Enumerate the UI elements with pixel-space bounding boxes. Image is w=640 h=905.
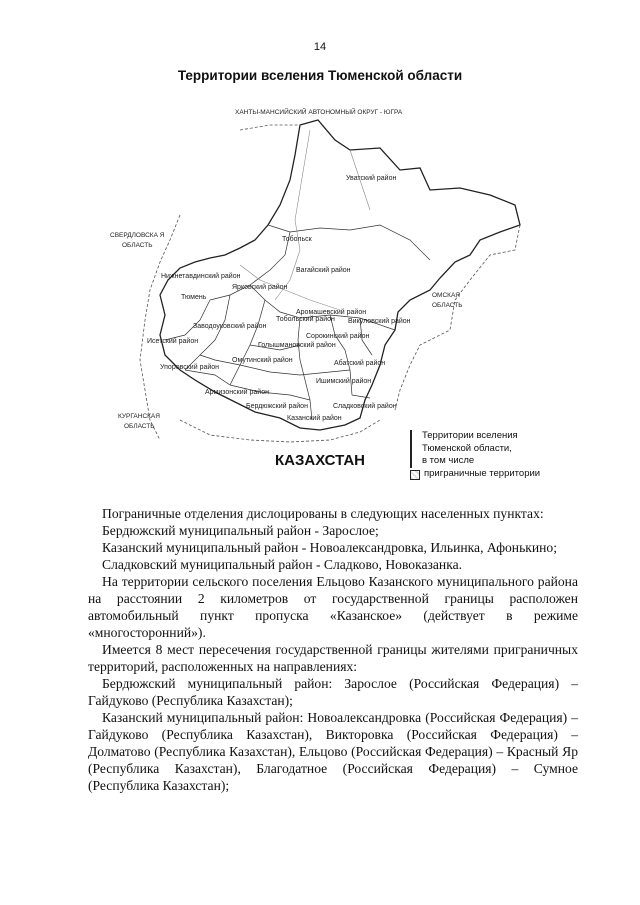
label-sverdlovsk-1: СВЕРДЛОВСКА Я (110, 232, 165, 239)
paragraph (88, 573, 578, 641)
north-border (240, 125, 300, 130)
district-label: Тюмень (181, 294, 207, 301)
district-label: Тобольск (282, 236, 312, 243)
label-north: ХАНТЫ-МАНСИЙСКИЙ АВТОНОМНЫЙ ОКРУГ - ЮГРА (235, 109, 403, 116)
label-kazakhstan: КАЗАХСТАН (275, 452, 365, 469)
legend-line-1: Территории вселения (422, 430, 518, 441)
legend-line-4: приграничные территории (424, 467, 541, 479)
legend-line-2: Тюменской области, (422, 442, 512, 454)
paragraph (88, 556, 578, 573)
paragraph (88, 522, 578, 539)
district-label: Заводоуковский район (193, 323, 267, 330)
label-omsk-2: ОБЛАСТЬ (432, 302, 463, 309)
paragraph (88, 539, 578, 556)
page-number: 14 (313, 41, 327, 53)
paragraph-text: Сладковский муниципальный район - Сладково, Новоказанка. (102, 557, 463, 572)
paragraph-text: На территории сельского поселения Ельцово Казанского муниципального района на расстоянии 2 километров от государственной границы расположен автомобильный пункт пропуска «Казанское» (действует в режиме «многосторонний»). (88, 574, 578, 640)
district-label: Армизонский район (205, 389, 269, 396)
paragraph-text: Пограничные отделения дислоцированы в следующих населенных пунктах: (102, 506, 544, 521)
district-label: Тобольский район (276, 316, 335, 323)
label-omsk-1: ОМСКАЯ (432, 292, 460, 299)
district-label: Нижнетавдинский район (161, 273, 241, 280)
district-label: Казанский район (287, 415, 342, 422)
district-label: Голышмановский район (258, 342, 336, 349)
district-label: Сладковский район (333, 403, 397, 410)
map-title: Территории вселения Тюменской области (177, 68, 463, 83)
paragraph (88, 505, 578, 522)
body-text (88, 505, 578, 794)
map-legend (410, 430, 560, 480)
district-label: Ярковский район (232, 284, 288, 291)
district-label: Сорокинский район (306, 333, 370, 340)
legend-line-3: в том числе (422, 455, 475, 466)
paragraph (88, 675, 578, 709)
paragraph-text: Казанский муниципальный район: Новоалександровка (Российская Федерация) – Гайдуково (Республика Казахстан), Викторовка (Российская Федерация) – Долматово (Республика Казахстан), Ельцово (Российская Федерация) – Красный Яр (Республика Казахстан), Благодатное (Российская Федерация) – Сумное (Республика Казахстан); (88, 710, 578, 793)
district-label: Уватский район (346, 175, 397, 182)
district-label: Викуловский район (348, 318, 411, 325)
legend-main (410, 430, 560, 468)
label-kurgan-1: КУРГАНСКАЯ (118, 413, 160, 420)
district-label: Омутинский район (232, 357, 293, 364)
district-label: Вагайский район (296, 267, 351, 274)
paragraph-text: Казанский муниципальный район - Новоалександровка, Ильинка, Афонькино; (102, 540, 557, 555)
label-sverdlovsk-2: ОБЛАСТЬ (122, 242, 153, 249)
district-label: Абатский район (334, 360, 386, 367)
district-label: Упоровский район (160, 364, 220, 371)
district-label: Бердюжский район (246, 403, 308, 410)
paragraph-text: Бердюжский муниципальный район: Зарослое (Российская Федерация) – Гайдуково (Республика Казахстан); (88, 676, 578, 708)
district-label: Исетский район (147, 338, 199, 345)
paragraph (88, 641, 578, 675)
hatched-box-icon (410, 470, 420, 480)
district-label: Аромашевский район (296, 309, 367, 316)
paragraph-text: Имеется 8 мест пересечения государственной границы жителями приграничных территорий, расположенных на направлениях: (88, 642, 578, 674)
paragraph-text: Бердюжский муниципальный район - Зарослое; (102, 523, 379, 538)
legend-border-item (410, 468, 560, 481)
east-border (395, 225, 520, 410)
paragraph (88, 709, 578, 794)
rivers (240, 130, 370, 310)
district-label: Ишимский район (316, 378, 372, 385)
label-kurgan-2: ОБЛАСТЬ (124, 423, 155, 430)
